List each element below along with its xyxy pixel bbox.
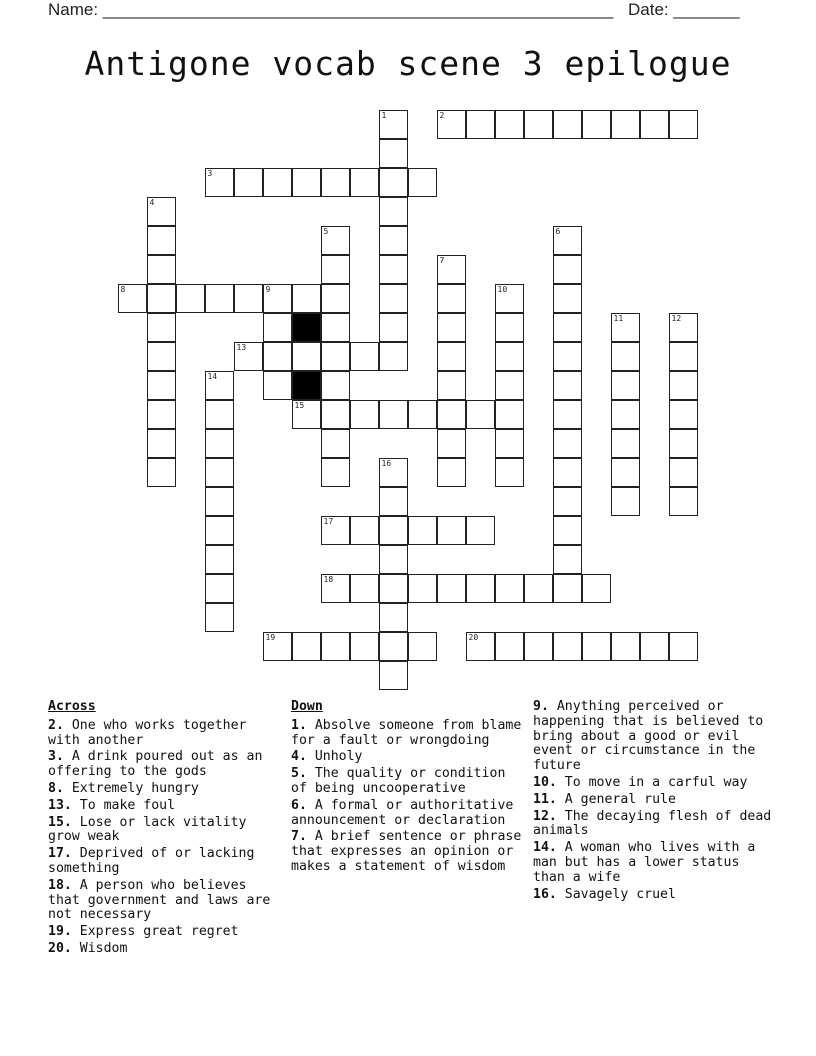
grid-cell[interactable]: [553, 429, 582, 458]
grid-cell[interactable]: [205, 429, 234, 458]
clue-number: 9: [265, 284, 271, 294]
grid-cell[interactable]: [205, 400, 234, 429]
grid-cell[interactable]: [582, 574, 611, 603]
grid-cell[interactable]: [495, 342, 524, 371]
clue-item-text: A woman who lives with a man but has a lower status than a wife: [533, 840, 756, 885]
grid-cell[interactable]: [379, 574, 408, 603]
grid-cell[interactable]: [350, 632, 379, 661]
grid-cell[interactable]: [350, 516, 379, 545]
grid-cell[interactable]: [611, 487, 640, 516]
grid-cell[interactable]: [640, 632, 669, 661]
clue-item-text: A person who believes that government and laws are not necessary: [48, 877, 271, 923]
clue-number: 15: [294, 400, 305, 410]
across-heading: Across: [48, 699, 96, 714]
clue-number: 19: [265, 632, 276, 642]
grid-cell[interactable]: [408, 400, 437, 429]
clue-item-text: Express great regret: [71, 924, 239, 940]
grid-cell[interactable]: [321, 400, 350, 429]
grid-cell[interactable]: [292, 632, 321, 661]
grid-cell[interactable]: [147, 400, 176, 429]
clue-item: [48, 847, 280, 877]
grid-cell[interactable]: [466, 400, 495, 429]
grid-cell[interactable]: [611, 371, 640, 400]
grid-cell[interactable]: [263, 168, 292, 197]
grid-cell[interactable]: [437, 342, 466, 371]
grid-cell[interactable]: [437, 313, 466, 342]
clue-item: [48, 799, 280, 814]
grid-cell[interactable]: [321, 574, 350, 603]
grid-cell[interactable]: [379, 458, 408, 487]
clue-item-number: 2.: [48, 717, 64, 733]
grid-cell[interactable]: [669, 487, 698, 516]
grid-cell[interactable]: [408, 574, 437, 603]
grid-cell[interactable]: [437, 458, 466, 487]
grid-cell[interactable]: [495, 632, 524, 661]
clue-item-text: Unholy: [306, 749, 363, 765]
grid-cell[interactable]: [379, 110, 408, 139]
clue-item-number: 4.: [291, 749, 307, 765]
down-clues: [291, 700, 523, 877]
clue-item: [48, 816, 280, 846]
black-cell: [292, 313, 321, 342]
grid-cell[interactable]: [263, 371, 292, 400]
clue-item: [48, 750, 280, 780]
clue-item-number: 16.: [533, 886, 557, 902]
grid-cell[interactable]: [408, 632, 437, 661]
clue-item: [48, 782, 280, 797]
name-field-label: Name: ______________________________________________________: [48, 0, 614, 19]
grid-cell[interactable]: [611, 458, 640, 487]
grid-cell[interactable]: [495, 110, 524, 139]
grid-cell[interactable]: [321, 458, 350, 487]
clue-number: 6: [555, 226, 561, 236]
clue-number: 12: [671, 313, 682, 323]
grid-cell[interactable]: [234, 342, 263, 371]
grid-cell[interactable]: [263, 313, 292, 342]
clue-number: 7: [439, 255, 445, 265]
clue-item-number: 5.: [291, 766, 307, 782]
clue-number: 5: [323, 226, 329, 236]
grid-cell[interactable]: [350, 342, 379, 371]
grid-cell[interactable]: [379, 255, 408, 284]
grid-cell[interactable]: [321, 371, 350, 400]
grid-cell[interactable]: [205, 487, 234, 516]
clue-item: [291, 830, 523, 874]
grid-cell[interactable]: [437, 516, 466, 545]
grid-cell[interactable]: [669, 429, 698, 458]
clue-item-text: Wisdom: [71, 940, 128, 956]
grid-cell[interactable]: [611, 313, 640, 342]
clue-item: [533, 793, 773, 808]
clue-number: 14: [207, 371, 218, 381]
grid-cell[interactable]: [611, 342, 640, 371]
clue-item-number: 12.: [533, 808, 557, 824]
clue-item-number: 14.: [533, 840, 557, 856]
down-clues-continued: [533, 700, 773, 904]
grid-cell[interactable]: [524, 574, 553, 603]
clue-item-text: Lose or lack vitality grow weak: [48, 814, 247, 845]
clue-item-number: 3.: [48, 749, 64, 765]
grid-cell[interactable]: [292, 284, 321, 313]
grid-cell[interactable]: [611, 632, 640, 661]
clue-item-number: 20.: [48, 940, 72, 956]
clue-number: 13: [236, 342, 247, 352]
grid-cell[interactable]: [350, 400, 379, 429]
clue-number: 16: [381, 458, 392, 468]
grid-cell[interactable]: [321, 168, 350, 197]
clue-item: [48, 942, 280, 957]
grid-cell[interactable]: [379, 487, 408, 516]
clue-item: [533, 888, 773, 903]
clue-item: [533, 810, 773, 840]
clue-item: [533, 776, 773, 791]
grid-cell[interactable]: [669, 110, 698, 139]
clue-number: 3: [207, 168, 213, 178]
clue-item-number: 10.: [533, 774, 557, 790]
grid-cell[interactable]: [321, 255, 350, 284]
across-clues: [48, 700, 280, 959]
grid-cell[interactable]: [553, 110, 582, 139]
clue-item-text: A general rule: [556, 791, 676, 807]
grid-cell[interactable]: [669, 458, 698, 487]
clue-item: [533, 700, 773, 774]
grid-cell[interactable]: [582, 110, 611, 139]
grid-cell[interactable]: [292, 168, 321, 197]
grid-cell[interactable]: [379, 516, 408, 545]
grid-cell[interactable]: [669, 400, 698, 429]
grid-cell[interactable]: [553, 255, 582, 284]
grid-cell[interactable]: [495, 371, 524, 400]
down-heading: Down: [291, 699, 323, 714]
grid-cell[interactable]: [495, 284, 524, 313]
grid-cell[interactable]: [263, 632, 292, 661]
clue-number: 20: [468, 632, 479, 642]
grid-cell[interactable]: [234, 284, 263, 313]
grid-cell[interactable]: [466, 516, 495, 545]
grid-cell[interactable]: [350, 574, 379, 603]
grid-cell[interactable]: [408, 516, 437, 545]
clue-item-number: 17.: [48, 846, 72, 862]
clue-item-text: Extremely hungry: [63, 780, 199, 796]
grid-cell[interactable]: [437, 371, 466, 400]
clue-item-number: 6.: [291, 797, 307, 813]
black-cell: [292, 371, 321, 400]
grid-cell[interactable]: [379, 632, 408, 661]
clue-item: [533, 841, 773, 885]
grid-cell[interactable]: [495, 400, 524, 429]
grid-cell[interactable]: [669, 632, 698, 661]
date-field-label: Date: _______: [628, 0, 740, 19]
grid-cell[interactable]: [553, 371, 582, 400]
grid-cell[interactable]: [379, 400, 408, 429]
grid-cell[interactable]: [553, 487, 582, 516]
grid-cell[interactable]: [205, 603, 234, 632]
grid-cell[interactable]: [553, 545, 582, 574]
page-title: Antigone vocab scene 3 epilogue: [84, 44, 732, 83]
grid-cell[interactable]: [669, 313, 698, 342]
grid-cell[interactable]: [147, 284, 176, 313]
grid-cell[interactable]: [205, 168, 234, 197]
clue-item-text: A drink poured out as an offering to the gods: [48, 749, 263, 780]
grid-cell[interactable]: [495, 574, 524, 603]
clue-item-number: 7.: [291, 829, 307, 845]
grid-cell[interactable]: [147, 226, 176, 255]
grid-cell[interactable]: [524, 632, 553, 661]
clue-item-number: 19.: [48, 924, 72, 940]
clue-number: 10: [497, 284, 508, 294]
grid-cell[interactable]: [321, 284, 350, 313]
grid-cell[interactable]: [466, 574, 495, 603]
clue-item-number: 8.: [48, 780, 64, 796]
grid-cell[interactable]: [437, 255, 466, 284]
grid-cell[interactable]: [234, 168, 263, 197]
grid-cell[interactable]: [437, 429, 466, 458]
clue-item-text: A brief sentence or phrase that expresses an opinion or makes a statement of wisdom: [291, 829, 522, 874]
grid-cell[interactable]: [379, 284, 408, 313]
grid-cell[interactable]: [553, 516, 582, 545]
grid-cell[interactable]: [147, 429, 176, 458]
grid-cell[interactable]: [321, 313, 350, 342]
grid-cell[interactable]: [553, 226, 582, 255]
grid-cell[interactable]: [321, 516, 350, 545]
grid-cell[interactable]: [495, 313, 524, 342]
clue-item-text: One who works together with another: [48, 717, 247, 748]
grid-cell[interactable]: [669, 342, 698, 371]
grid-cell[interactable]: [437, 574, 466, 603]
grid-cell[interactable]: [147, 342, 176, 371]
clue-item-text: Deprived of or lacking something: [48, 846, 255, 876]
clue-number: 17: [323, 516, 334, 526]
clue-item-number: 15.: [48, 814, 72, 830]
clue-item: [291, 719, 523, 749]
grid-cell[interactable]: [553, 342, 582, 371]
grid-cell[interactable]: [379, 168, 408, 197]
grid-cell[interactable]: [147, 458, 176, 487]
grid-cell[interactable]: [553, 458, 582, 487]
grid-cell[interactable]: [379, 313, 408, 342]
grid-cell[interactable]: [466, 110, 495, 139]
grid-cell[interactable]: [611, 110, 640, 139]
grid-cell[interactable]: [524, 110, 553, 139]
grid-cell[interactable]: [553, 400, 582, 429]
grid-cell[interactable]: [205, 574, 234, 603]
grid-cell[interactable]: [321, 342, 350, 371]
grid-cell[interactable]: [379, 342, 408, 371]
grid-cell[interactable]: [437, 110, 466, 139]
grid-cell[interactable]: [118, 284, 147, 313]
grid-cell[interactable]: [437, 284, 466, 313]
clue-item-text: Absolve someone from blame for a fault or wrongdoing: [291, 717, 522, 748]
clue-number: 11: [613, 313, 624, 323]
grid-cell[interactable]: [205, 371, 234, 400]
grid-cell[interactable]: [379, 545, 408, 574]
grid-cell[interactable]: [263, 342, 292, 371]
grid-cell[interactable]: [379, 661, 408, 690]
grid-cell[interactable]: [205, 458, 234, 487]
clue-item-number: 9.: [533, 699, 549, 714]
grid-cell[interactable]: [466, 632, 495, 661]
grid-cell[interactable]: [147, 197, 176, 226]
clue-item-number: 13.: [48, 797, 72, 813]
grid-cell[interactable]: [611, 400, 640, 429]
grid-cell[interactable]: [379, 197, 408, 226]
grid-cell[interactable]: [292, 342, 321, 371]
clue-item: [48, 719, 280, 749]
grid-cell[interactable]: [176, 284, 205, 313]
grid-cell[interactable]: [495, 429, 524, 458]
grid-cell[interactable]: [553, 574, 582, 603]
clue-item-text: The decaying flesh of dead animals: [533, 808, 772, 839]
clue-item: [48, 925, 280, 940]
grid-cell[interactable]: [553, 313, 582, 342]
grid-cell[interactable]: [437, 400, 466, 429]
grid-cell[interactable]: [205, 284, 234, 313]
grid-cell[interactable]: [147, 313, 176, 342]
grid-cell[interactable]: [147, 255, 176, 284]
clue-item-number: 18.: [48, 877, 72, 893]
grid-cell[interactable]: [379, 226, 408, 255]
grid-cell[interactable]: [321, 632, 350, 661]
grid-cell[interactable]: [321, 226, 350, 255]
grid-cell[interactable]: [669, 371, 698, 400]
clue-item: [48, 879, 280, 923]
clue-item: [291, 799, 523, 829]
clue-item: [291, 767, 523, 797]
grid-cell[interactable]: [292, 400, 321, 429]
grid-cell[interactable]: [205, 516, 234, 545]
grid-cell[interactable]: [147, 371, 176, 400]
clue-item-text: To make foul: [71, 797, 176, 813]
grid-cell[interactable]: [379, 603, 408, 632]
clue-number: 8: [120, 284, 126, 294]
clue-number: 4: [149, 197, 155, 207]
clue-item-text: To move in a carful way: [556, 774, 748, 790]
grid-cell[interactable]: [408, 168, 437, 197]
grid-cell[interactable]: [495, 458, 524, 487]
clue-item-text: Anything perceived or happening that is believed to bring about a good or evil event or circumstance in the future: [533, 699, 764, 774]
grid-cell[interactable]: [379, 139, 408, 168]
grid-cell[interactable]: [350, 168, 379, 197]
grid-cell[interactable]: [582, 632, 611, 661]
grid-cell[interactable]: [321, 429, 350, 458]
clue-item-number: 11.: [533, 791, 557, 807]
clue-item-text: Savagely cruel: [556, 886, 676, 902]
grid-cell[interactable]: [640, 110, 669, 139]
clue-item: [291, 750, 523, 765]
grid-cell[interactable]: [553, 632, 582, 661]
grid-cell[interactable]: [611, 429, 640, 458]
grid-cell[interactable]: [553, 284, 582, 313]
clue-item-text: A formal or authoritative announcement or declaration: [291, 797, 514, 828]
clue-item-number: 1.: [291, 717, 307, 733]
clue-number: 2: [439, 110, 445, 120]
clue-item-text: The quality or condition of being uncooperative: [291, 766, 506, 796]
clue-number: 1: [381, 110, 387, 120]
clue-number: 18: [323, 574, 334, 584]
grid-cell[interactable]: [205, 545, 234, 574]
grid-cell[interactable]: [263, 284, 292, 313]
